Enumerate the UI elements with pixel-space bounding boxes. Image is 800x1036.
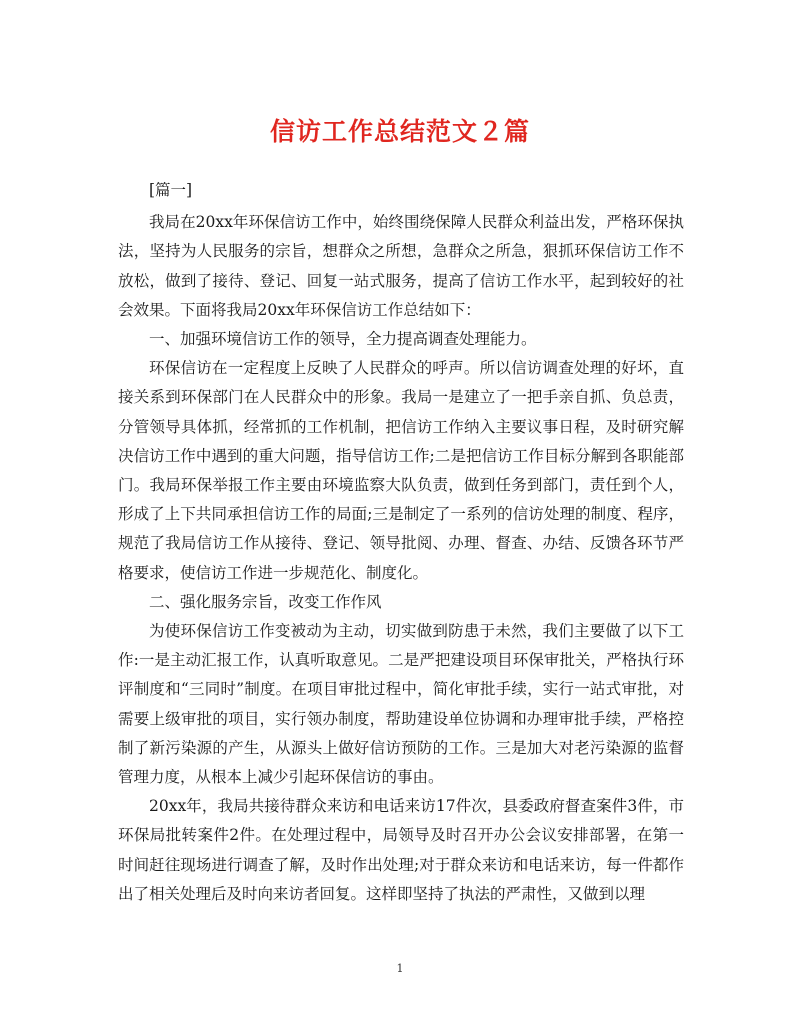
paragraph-statistics: 20xx年，我局共接待群众来访和电话来访17件次，县委政府督查案件3件，市环保局批转案件2件。在处理过程中，局领导及时召开办公会议安排部署，在第一时间赶往现场进行调查了解，及时作出处理;对于群众来访和电话来访，每一件都作出了相关处理后及时向来访者回复。这样即坚持了执法的严肃性，又做到以理 xyxy=(118,797,684,903)
heading-two: 二、强化服务宗旨，改变工作作风 xyxy=(149,592,382,611)
document-title: 信访工作总结范文２篇 xyxy=(269,117,530,146)
paragraph-leadership: 环保信访在一定程度上反映了人民群众的呼声。所以信访调查处理的好坏，直接关系到环保部门在人民群众中的形象。我局一是建立了一把手亲自抓、负总责，分管领导具体抓，经常抓的工作机制，把信访工作纳入主要议事日程，及时研究解决信访工作中遇到的重大问题，指导信访工作;二是把信访工作目标分解到各职能部门。我局环保举报工作主要由环境监察大队负责，做到任务到部门，责任到个人，形成了上下共同承担信访工作的局面;三是制定了一系列的信访处理的制度、程序，规范了我局信访工作从接待、登记、领导批阅、办理、督查、办结、反馈各环节严格要求，使信访工作进一步规范化、制度化。 xyxy=(118,359,684,582)
page-number: 1 xyxy=(396,962,404,975)
paragraph-intro: 我局在20xx年环保信访工作中，始终围绕保障人民群众利益出发，严格环保执法，坚持为人民服务的宗旨，想群众之所想，急群众之所急，狠抓环保信访工作不放松，做到了接待、登记、回复一站式服务，提高了信访工作水平，起到较好的社会效果。下面将我局20xx年环保信访工作总结如下： xyxy=(118,213,684,319)
paragraph-service: 为使环保信访工作变被动为主动，切实做到防患于未然，我们主要做了以下工作:一是主动汇报工作，认真听取意见。二是严把建设项目环保审批关，严格执行环评制度和“三同时”制度。在项目审批过程中，简化审批手续，实行一站式审批，对需要上级审批的项目，实行领办制度，帮助建设单位协调和办理审批手续，严格控制了新污染源的产生，从源头上做好信访预防的工作。三是加大对老污染源的监督管理力度，从根本上减少引起环保信访的事由。 xyxy=(118,622,684,787)
document-body xyxy=(118,176,684,909)
heading-one: 一、加强环境信访工作的领导，全力提高调查处理能力。 xyxy=(149,330,537,349)
section-label: [篇一] xyxy=(149,181,193,199)
